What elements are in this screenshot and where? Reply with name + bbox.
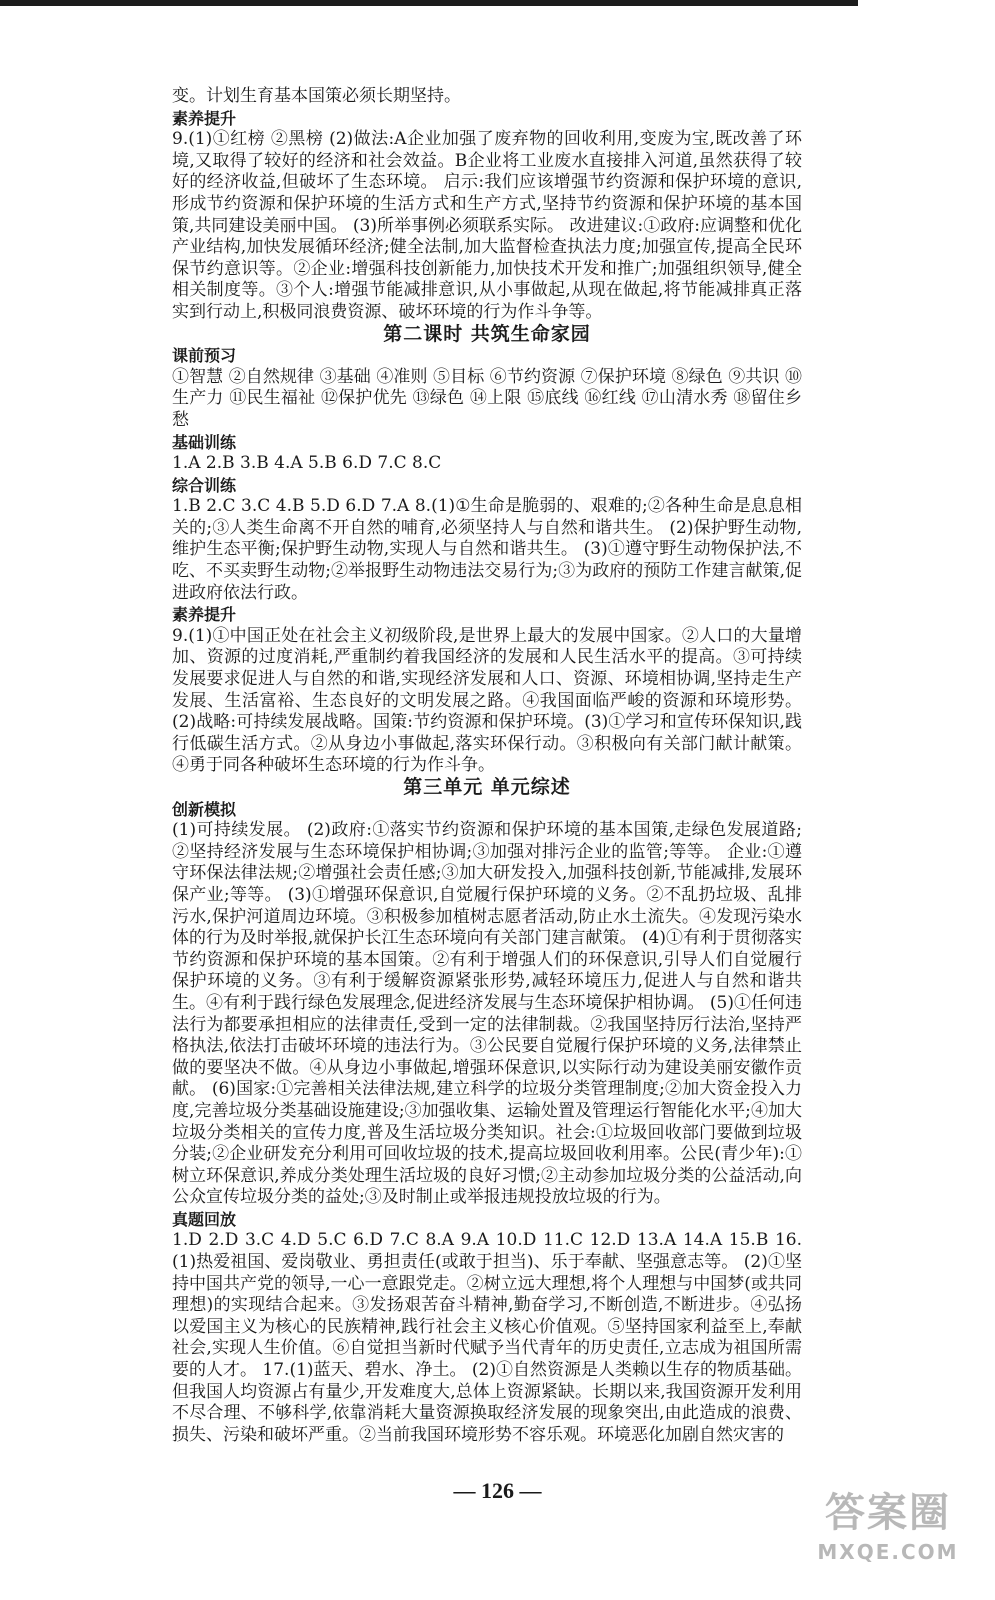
text-paragraph: 9.(1)①红榜 ②黑榜 (2)做法:A企业加强了废弃物的回收利用,变废为宝,既改善了环境,又取得了较好的经济和社会效益。B企业将工业废水直接排入河道,虽然获得了较好的经济收益,但破坏了生态环境。 启示:我们应该增强节约资源和保护环境的意识,形成节约资源和保护环境的生活方式和生产方式,坚持节约资源和保护环境的基本国策,共同建设美丽中国。 (3)所举事例必须联系实际。 改进建议:①政府:应调整和优化产业结构,加快发展循环经济;健全法制,加大监督检查执法力度;加强宣传,提高全民环保节约意识等。②企业:增强科技创新能力,加快技术开发和推广;加强组织领导,健全相关制度等。③个人:增强节能减排意识,从小事做起,从现在做起,将节能减排真正落实到行动上,积极同浪费资源、破坏环境的行为作斗争等。	[172, 129, 802, 322]
section-heading: 课前预习	[172, 346, 237, 366]
watermark-logo	[788, 1488, 988, 1596]
text-paragraph: ①智慧 ②自然规律 ③基础 ④准则 ⑤目标 ⑥节约资源 ⑦保护环境 ⑧绿色 ⑨共识 ⑩生产力 ⑪民生福祉 ⑫保护优先 ⑬绿色 ⑭上限 ⑮底线 ⑯红线 ⑰山清水秀 ⑱留住乡愁	[172, 366, 802, 430]
unit-title: 第三单元 单元综述	[403, 776, 571, 798]
section-heading: 创新模拟	[172, 799, 237, 819]
text-paragraph: 变。计划生育基本国策必须长期坚持。	[172, 86, 461, 106]
text-paragraph: 1.B 2.C 3.C 4.B 5.D 6.D 7.A 8.(1)①生命是脆弱的、艰难的;②各种生命是息息相关的;③人类生命离不开自然的哺育,必须坚持人与自然和谐共生。 (2)保护野生动物,维护生态平衡;保护野生动物,实现人与自然和谐共生。 (3)①遵守野生动物保护法,不吃、不买卖野生动物;②举报野生动物违法交易行为;③为政府的预防工作建言献策,促进政府依法行政。	[172, 496, 802, 603]
page-number: — 126 —	[453, 1478, 542, 1503]
section-heading: 素养提升	[172, 108, 237, 128]
section-heading: 基础训练	[172, 432, 237, 452]
text-paragraph: 1.A 2.B 3.B 4.A 5.B 6.D 7.C 8.C	[172, 453, 442, 474]
text-paragraph: 9.(1)①中国正处在社会主义初级阶段,是世界上最大的发展中国家。②人口的大量增加、资源的过度消耗,严重制约着我国经济的发展和人民生活水平的提高。③可持续发展要求促进人与自然的和谐,实现经济发展和人口、资源、环境相协调,坚持走生产发展、生活富裕、生态良好的文明发展之路。④我国面临严峻的资源和环境形势。 (2)战略:可持续发展战略。国策:节约资源和保护环境。(3)①学习和宣传环保知识,践行低碳生活方式。②从身边小事做起,落实环保行动。③积极向有关部门献计献策。④勇于同各种破坏生态环境的行为作斗争。	[172, 625, 802, 776]
text-paragraph: (1)可持续发展。 (2)政府:①落实节约资源和保护环境的基本国策,走绿色发展道路;②坚持经济发展与生态环境保护相协调;③加强对排污企业的监管;等等。 企业:①遵守环保法律法规;②增强社会责任感;③加大研发投入,加强科技创新,节能减排,发展环保产业;等等。 (3)①增强环保意识,自觉履行保护环境的义务。②不乱扔垃圾、乱排污水,保护河道周边环境。③积极参加植树志愿者活动,防止水土流失。④发现污染水体的行为及时举报,就保护长江生态环境向有关部门建言献策。 (4)①有利于贯彻落实节约资源和保护环境的基本国策。②有利于增强人们的环保意识,引导人们自觉履行保护环境的义务。③有利于缓解资源紧张形势,减轻环境压力,促进人与自然和谐共生。④有利于践行绿色发展理念,促进经济发展与生态环境保护相协调。 (5)①任何违法行为都要承担相应的法律责任,受到一定的法律制裁。②我国坚持厉行法治,坚持严格执法,依法打击破坏环境的违法行为。③公民要自觉履行保护环境的义务,法律禁止做的要坚决不做。④从身边小事做起,增强环保意识,以实际行动为建设美丽安徽作贡献。 (6)国家:①完善相关法律法规,建立科学的垃圾分类管理制度;②加大资金投入力度,完善垃圾分类基础设施建设;③加强收集、运输处置及管理运行智能化水平;④加大垃圾分类相关的宣传力度,普及生活垃圾分类知识。社会:①垃圾回收部门要做到垃圾分装;②企业研发充分利用可回收垃圾的技术,提高垃圾回收利用率。公民(青少年):①树立环保意识,养成分类处理生活垃圾的良好习惯;②主动参加垃圾分类的公益活动,向公众宣传垃圾分类的益处;③及时制止或举报违规投放垃圾的行为。	[172, 820, 802, 1208]
top-rule	[0, 0, 858, 6]
watermark-mark: 答案圈	[825, 1490, 951, 1536]
section-heading: 真题回放	[172, 1209, 237, 1229]
lesson-title: 第二课时 共筑生命家园	[383, 322, 591, 345]
section-heading: 综合训练	[172, 475, 237, 495]
text-paragraph: 1.D 2.D 3.C 4.D 5.C 6.D 7.C 8.A 9.A 10.D 11.C 12.D 13.A 14.A 15.B 16.(1)热爱祖国、爱岗敬业、勇担责任(或敢于担当)、乐于奉献、坚强意志等。 (2)①坚持中国共产党的领导,一心一意跟党走。②树立远大理想,将个人理想与中国梦(或共同理想)的实现结合起来。③发扬艰苦奋斗精神,勤奋学习,不断创造,不断进步。④弘扬以爱国主义为核心的民族精神,践行社会主义核心价值观。⑤坚持国家利益至上,奉献社会,实现人生价值。⑥自觉担当新时代赋予当代青年的历史责任,立志成为祖国所需要的人才。 17.(1)蓝天、碧水、净土。 (2)①自然资源是人类赖以生存的物质基础。但我国人均资源占有量少,开发难度大,总体上资源紧缺。长期以来,我国资源开发利用不尽合理、不够科学,依靠消耗大量资源换取经济发展的现象突出,由此造成的浪费、损失、污染和破坏严重。②当前我国环境形势不容乐观。环境恶化加剧自然灾害的	[172, 1230, 803, 1445]
section-heading: 素养提升	[172, 605, 237, 625]
watermark-url: MXQE.COM	[817, 1540, 959, 1564]
answer-content	[172, 86, 802, 1446]
